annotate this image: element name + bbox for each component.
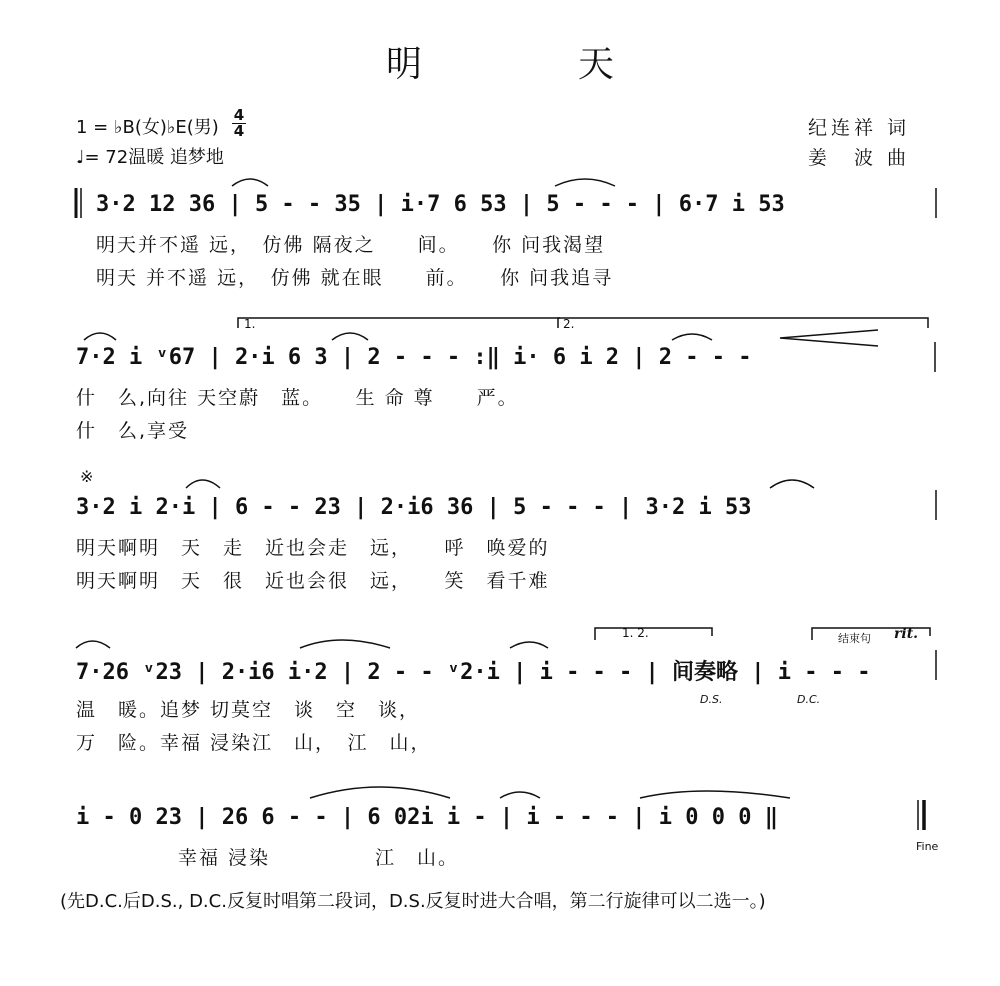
slur — [640, 791, 790, 798]
volta-1-2-bracket — [595, 628, 712, 640]
tempo-marking: ♩= 72温暖 追梦地 — [76, 147, 224, 168]
fine-mark: Fine — [916, 840, 939, 853]
lyricist-credit: 纪连祥 词 — [808, 117, 911, 139]
ritardando-marking: rit. — [894, 626, 919, 642]
ending-phrase-label: 结束句 — [838, 632, 871, 645]
time-signature-top: 4 — [233, 106, 245, 124]
volta-2-label: 2. — [563, 317, 575, 331]
dal-segno-mark: D.S. — [700, 693, 723, 706]
lyrics-2-verse-1: 什 么,向往 天空蔚 蓝。 生 命 尊 严。 — [76, 387, 519, 409]
lyrics-2-verse-2: 什 么,享受 — [76, 420, 190, 442]
lyrics-4-verse-2: 万 险。幸福 浸染江 山， 江 山， — [76, 732, 432, 754]
segno-sign: ※ — [80, 467, 94, 486]
slur — [672, 334, 712, 340]
lyrics-1-verse-1: 明天并不遥 远， 仿佛 隔夜之 间。 你 问我渴望 — [96, 234, 606, 256]
slur — [84, 333, 116, 340]
volta-1-2-label: 1. 2. — [622, 626, 649, 640]
slur — [555, 179, 615, 186]
slur — [770, 480, 814, 488]
lyrics-5: 幸福 浸染 江 山。 — [178, 847, 460, 869]
lyrics-1-verse-2: 明天 并不遥 远， 仿佛 就在眼 前。 你 问我追寻 — [96, 267, 614, 289]
slur — [310, 787, 450, 798]
lyrics-4-verse-1: 温 暖。追梦 切莫空 谈 空 谈， — [76, 699, 421, 721]
performance-footnote: (先D.C.后D.S., D.C.反复时唱第二段词，D.S.反复时进大合唱，第二行旋律可以二选一。) — [60, 891, 766, 912]
slur — [232, 179, 268, 186]
notation-line-5: i - 0 23 | 26 6 - - | 6 02i i - | i - - - | i 0 0 0 ‖ — [76, 805, 778, 830]
slur — [300, 640, 390, 648]
composer-credit: 姜 波 曲 — [808, 147, 911, 169]
notation-line-4: 7·26 ᵛ23 | 2·i6 i·2 | 2 - - ᵛ2·i | i - - - | 间奏略 | i - - - — [76, 660, 871, 685]
hairpin — [780, 330, 878, 346]
notation-line-2: 7·2 i ᵛ67 | 2·i 6 3 | 2 - - - :‖ i· 6 i 2 | 2 - - - — [76, 345, 752, 370]
volta-1-bracket — [238, 318, 560, 328]
lyrics-3-verse-1: 明天啊明 天 走 近也会走 远， 呼 唤爱的 — [76, 537, 550, 559]
slur — [332, 333, 368, 340]
lyrics-3-verse-2: 明天啊明 天 很 近也会很 远， 笑 看千难 — [76, 570, 550, 592]
ending-bracket — [812, 628, 930, 640]
slur — [510, 642, 548, 648]
slur — [186, 480, 220, 488]
time-signature-bottom: 4 — [233, 122, 245, 140]
da-capo-mark: D.C. — [797, 693, 821, 706]
volta-2-bracket — [558, 318, 928, 328]
notation-line-3: 3·2 i 2·i | 6 - - 23 | 2·i6 36 | 5 - - - | 3·2 i 53 — [76, 495, 752, 520]
key-signature: 1 = ♭B(女)♭E(男) — [76, 117, 219, 138]
page-title: 明 天 — [385, 44, 674, 85]
slur — [76, 641, 110, 648]
notation-line-1: 3·2 12 36 | 5 - - 35 | i·7 6 53 | 5 - - - | 6·7 i 53 — [96, 192, 785, 217]
slur — [500, 792, 540, 798]
volta-1-label: 1. — [244, 317, 256, 331]
